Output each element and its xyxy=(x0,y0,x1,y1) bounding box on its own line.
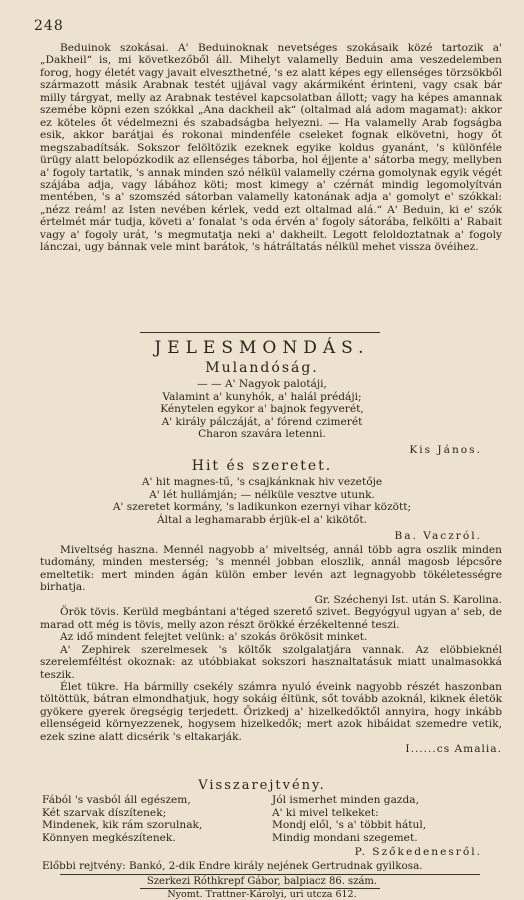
prose5: Élet tükre. Ha bármilly csekély számra nyuló éveink nagyobb részét haszonban töltöttük, bátran elmondhatjuk, hogy sokáig éltünk, sőt tovább azoknál, kiknek életök gyökere gyerek öregségig terjedett. Őrizkedj a' hizelkedőktől annyira, hogy inkább ellenségeid környezzenek, hogysem hizelkedők; mert azok hibáidat szemedre vetik, ezek szine alatt dicsérik 's eltakarják. xyxy=(40,681,502,743)
prose4: A' Zephirek szerelmesek 's költők szolgalatjára vannak. Az elöbbieknél szerelemféltést okoznak: az utóbbiakat sokszori hasznaltatásuk miatt unalmasokká teszik. xyxy=(40,643,502,681)
riddle-line: Fából 's vasból áll egészem, xyxy=(42,794,191,806)
prose3: Az idő mindent felejtet velünk: a' szokás örökösit minket. xyxy=(60,631,368,644)
prose-section xyxy=(40,544,502,756)
prose5-author: I......cs Amalia. xyxy=(405,743,502,756)
poem1-author: Kis János. xyxy=(409,444,482,456)
printer-line: Nyomt. Trattner-Károlyi, uri utcza 612. xyxy=(167,889,357,900)
riddle-line: A' ki mivel telkeket: xyxy=(272,806,379,819)
poem1-line: — — A' Nagyok palotáji, xyxy=(197,378,327,390)
poem2-line: A' hit magnes-tű, 's csajkánknak hiv vezetője xyxy=(141,476,383,488)
prose1-author: Gr. Széchenyi Ist. után S. Karolina. xyxy=(314,593,502,606)
poem1-line: Kénytelen egykor a' bajnok fegyverét, xyxy=(160,403,364,415)
poem1-line: Charon szavára letenni. xyxy=(198,428,326,440)
poem2-line: A' lét hullámján; — nélküle vesztve utunk. xyxy=(149,488,375,501)
poem2-line: A' szeretet kormány, 's ladikunkon ezernyi vihar között; xyxy=(112,501,412,513)
prose2: Örök tövis. Kerüld megbántani a'téged szerető szivet. Begyógyul ugyan a' seb, de marad ott még is tövis, melly azon részt örökké érzékeltenné teszi. xyxy=(40,606,502,631)
riddle-author: P. Szőkedenesről. xyxy=(354,846,482,858)
poem1-lines xyxy=(0,378,524,441)
riddle-line: Jól ismerhet minden gazda, xyxy=(272,794,419,806)
prose1: Miveltség haszna. Mennél nagyobb a' miveltség, annál több agra oszlik minden tudomány, minden mesterség; 's mennél jobban eloszlik, annál magosb lépcsőre emeltetik: mert minden ágán külön ember levén azt legnagyobb tökéletességre birhatja. xyxy=(40,544,502,594)
poem1-line: A' király pálczáját, a' fórend czimerét xyxy=(161,415,363,428)
riddle-line: Könnyen megkészítenek. xyxy=(42,831,176,844)
beduin-paragraph: Beduinok szokásai. A' Beduinoknak nevetséges szokásaik közé tartozik a' „Dakheil“ is, mi következőből áll. Mihelyt valamelly Beduin ama veszedelemben forog, hogy életét vagy javait elveszthetné, 's ez alatt képes egy ellenséges törzsökből származott másik Arabnak testét ujjával vagy akármiként érinteni, vagy csak bár milly tárgyat, melly az Arabnak testével kapcsolatban állott; vagy ha képes amannak szemébe köpni ezen szókkal „Ana dackheil ak“ (oltalmad alá adom magamat): akkor ez köteles őt védelmezni és szabadságba helyezni. — Ha valamelly Arab fogságba esik, akkor barátjai és rokonai mindenféle cseleket fognak elkövetni, hogy őt megszabadítsák. Sokszor felöltözik ezeknek egyike koldus gyanánt, 's különféle ürügy alatt belopózkodik az ellenséges táborba, hol éjjente a' sátorba megy, mellyben a' fogoly tartatik, 's annak minden szó nélkül valamelly czérna gomolynak egyik végét szájába adja, vagy lábához köti; most kimegy a' czérnát mindig legomolyítván mentében, 's a' szomszéd sátorban valamelly katonának adja a' gomolyt e' szókkal: „nézz reám! az Isten nevében kérlek, vedd ezt oltalmad alá.“ A' Beduin, ki e' szók értelmét már tudja, követi a' fonalat 's oda érvén a' fogoly sátorába, felkölti a' Rabait vagy a' fogoly urát, 's megmutatja neki a' dakheilt. Legott feloldoztatnak a' fogoly lánczai, ugy bánnak vele mint barátok, 's hátráltatás nélkül mehet vissza övéihez. xyxy=(40,42,502,254)
page-number: 248 xyxy=(34,18,64,34)
editor-line: Szerkezi Róthkrepf Gábor, balpiacz 86. szám. xyxy=(146,876,378,887)
riddle-line: Mindenek, kik rám szorulnak, xyxy=(42,819,203,831)
riddle-line: Mindig mondani szegemet. xyxy=(272,831,418,844)
beduin-article xyxy=(40,42,502,254)
poem2-author: Ba. Vaczról. xyxy=(394,530,482,542)
poem1-title: Mulandóság. xyxy=(205,360,319,376)
riddle-line: Mondj elől, 's a' többit hátul, xyxy=(272,819,427,831)
poem2-line: Által a leghamarabb érjük-el a' kikötőt. xyxy=(156,513,368,526)
poem2-title: Hit és szeretet. xyxy=(191,458,333,474)
divider-1 xyxy=(140,332,380,333)
section-title: JELESMONDÁS. xyxy=(154,338,370,358)
divider-2 xyxy=(60,874,480,875)
poem2-lines xyxy=(0,476,524,526)
poem1-line: Valamint a' kunyhók, a' halál prédáji; xyxy=(162,390,362,403)
riddle-answer: Előbbi rejtvény: Bankó, 2-dik Endre király nejének Gertrudnak gyilkosa. xyxy=(42,860,423,872)
riddle-title: Visszarejtvény. xyxy=(198,778,326,793)
riddle-right xyxy=(272,794,492,844)
riddle-line: Két szarvak díszítenek; xyxy=(42,806,167,819)
riddle-left xyxy=(42,794,282,844)
